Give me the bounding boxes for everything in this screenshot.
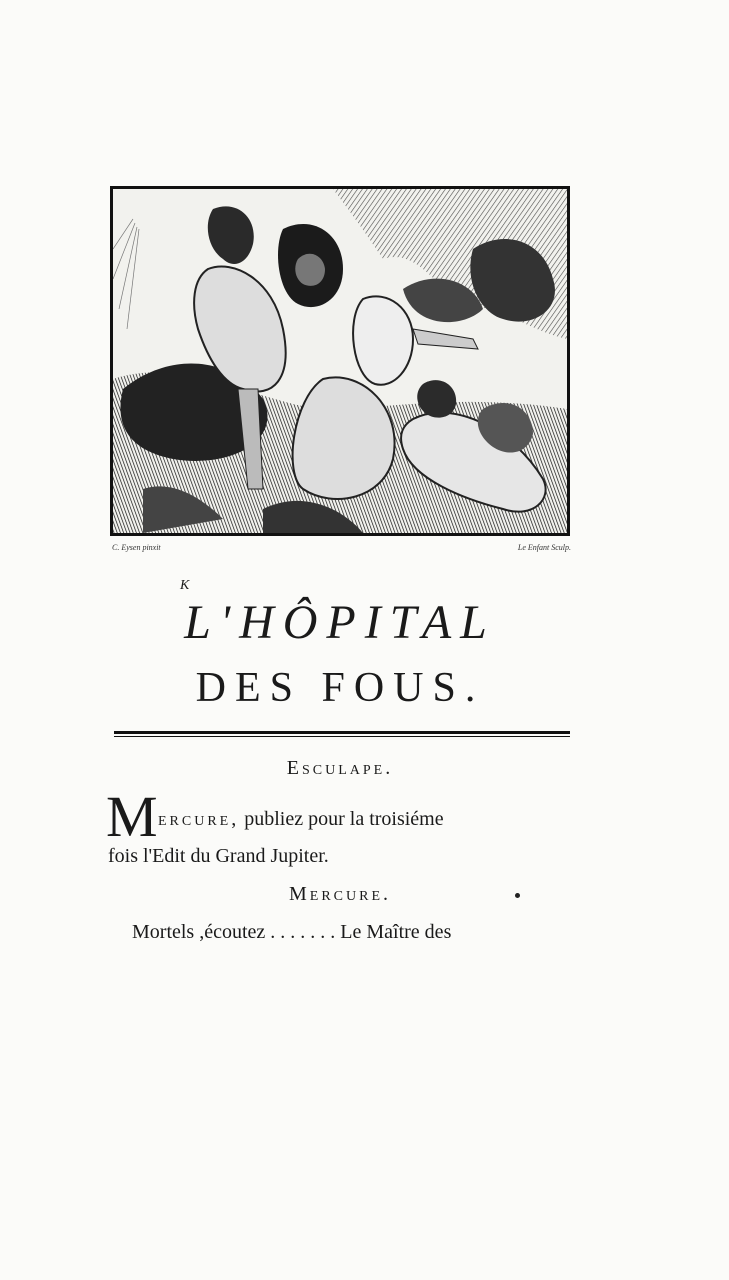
title-line-1: L'HÔPITAL bbox=[184, 596, 496, 649]
engraving-artwork bbox=[113, 189, 567, 533]
text-line-1-rest: publiez pour la troisiéme bbox=[239, 808, 444, 830]
ink-dot bbox=[515, 893, 520, 898]
engraver-credit: Le Enfant Sculp. bbox=[517, 543, 571, 552]
drop-capital: M bbox=[106, 784, 158, 849]
speaker-mercure: Mercure. bbox=[288, 883, 391, 905]
speaker-inline: ercure, bbox=[158, 808, 240, 830]
painter-credit: C. Eysen pinxit bbox=[112, 543, 161, 552]
text-line-2: fois l'Edit du Grand Jupiter. bbox=[108, 845, 329, 867]
text-line-3: Mortels ,écoutez . . . . . . . Le Maître des bbox=[132, 921, 452, 943]
title-line-2: DES FOUS. bbox=[195, 665, 485, 711]
title-rule bbox=[114, 731, 570, 737]
signature-mark: K bbox=[180, 578, 190, 593]
speaker-esculape: Esculape. bbox=[286, 757, 394, 779]
engraving-illustration bbox=[110, 186, 570, 536]
text-line-1 bbox=[158, 808, 444, 831]
